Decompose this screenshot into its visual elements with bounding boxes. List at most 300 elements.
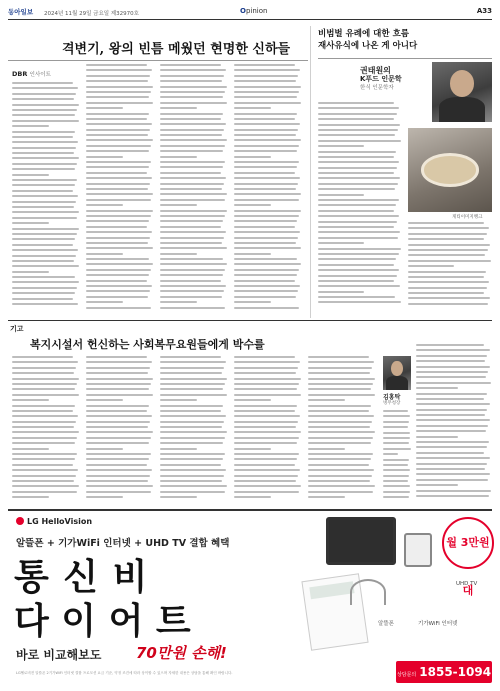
- text-line: [308, 356, 369, 358]
- text-line: [416, 387, 458, 389]
- text-line: [86, 399, 123, 401]
- text-line: [160, 415, 226, 417]
- text-line: [234, 469, 300, 471]
- text-line: [234, 285, 300, 287]
- text-line: [12, 394, 79, 396]
- text-line: [86, 188, 148, 190]
- text-line: [383, 475, 409, 477]
- text-line: [318, 231, 400, 233]
- text-line: [234, 172, 295, 174]
- text-line: [160, 410, 221, 412]
- text-line: [12, 114, 75, 116]
- text-line: [234, 75, 298, 77]
- text-line: [160, 188, 222, 190]
- photo-caption: 게티이미지뱅크: [452, 215, 483, 220]
- text-line: [318, 301, 401, 303]
- article-text-col-7: [383, 410, 411, 502]
- text-line: [160, 139, 227, 141]
- text-line: [234, 123, 300, 125]
- text-line: [160, 156, 197, 158]
- text-line: [12, 431, 79, 433]
- text-line: [234, 388, 297, 390]
- text-line: [234, 161, 299, 163]
- text-line: [12, 152, 74, 154]
- text-line: [234, 378, 301, 380]
- text-line: [234, 464, 295, 466]
- text-line: [86, 237, 150, 239]
- section-name: pinion: [245, 7, 268, 15]
- text-line: [12, 480, 74, 482]
- text-line: [308, 496, 345, 498]
- text-line: [12, 405, 75, 407]
- text-line: [160, 123, 226, 125]
- text-line: [86, 150, 149, 152]
- section-title: [240, 7, 267, 15]
- text-line: [12, 415, 78, 417]
- text-line: [160, 296, 222, 298]
- text-line: [86, 290, 150, 292]
- section-prefix: O: [240, 7, 246, 15]
- column-headline-line-1: 비범벌 유례에 대한 흐름: [318, 29, 409, 39]
- text-line: [408, 222, 484, 224]
- food-photo: [408, 128, 492, 212]
- text-line: [234, 177, 300, 179]
- text-line: [234, 96, 297, 98]
- text-line: [308, 464, 369, 466]
- text-line: [234, 113, 297, 115]
- text-line: [308, 426, 370, 428]
- text-line: [86, 96, 149, 98]
- text-line: [234, 372, 296, 374]
- label-internet: 기가WiFi 인터넷: [418, 621, 458, 627]
- text-line: [12, 442, 75, 444]
- text-line: [234, 453, 299, 455]
- text-line: [318, 113, 397, 115]
- ad-fine-print: LG헬로비전 알뜰폰 2기가WiFi 인터넷 결합 프로모션 요금 기준, 약정 조건에 따라 상이할 수 있으며 자세한 내용은 상담을 통해 확인 바랍니다.: [16, 671, 233, 675]
- text-line: [86, 113, 149, 115]
- text-line: [86, 285, 152, 287]
- text-line: [86, 491, 151, 493]
- text-line: [234, 193, 301, 195]
- text-line: [86, 199, 151, 201]
- text-line: [160, 464, 221, 466]
- text-line: [234, 437, 299, 439]
- text-line: [408, 227, 489, 229]
- text-line: [160, 263, 227, 265]
- text-line: [308, 415, 374, 417]
- text-line: [416, 414, 485, 416]
- text-line: [160, 91, 225, 93]
- text-line: [416, 441, 489, 443]
- text-line: [234, 361, 300, 363]
- text-line: [234, 496, 271, 498]
- text-line: [12, 141, 78, 143]
- text-line: [318, 296, 395, 298]
- text-line: [383, 415, 410, 417]
- text-line: [86, 469, 152, 471]
- text-line: [308, 469, 374, 471]
- text-line: [86, 431, 153, 433]
- text-line: [160, 307, 225, 309]
- text-line: [318, 167, 397, 169]
- text-line: [160, 199, 225, 201]
- text-line: [160, 102, 227, 104]
- text-line: [12, 228, 79, 230]
- text-line: [234, 102, 301, 104]
- text-line: [160, 290, 224, 292]
- text-line: [12, 356, 73, 358]
- text-line: [160, 383, 225, 385]
- text-line: [86, 388, 149, 390]
- text-line: [160, 301, 197, 303]
- text-line: [12, 367, 76, 369]
- text-line: [160, 437, 225, 439]
- text-line: [318, 199, 399, 201]
- text-line: [86, 183, 150, 185]
- text-line: [86, 361, 152, 363]
- author-headshot-small: [383, 356, 411, 390]
- text-line: [12, 485, 79, 487]
- text-line: [160, 258, 223, 260]
- text-line: [160, 134, 222, 136]
- text-line: [12, 265, 79, 267]
- text-line: [160, 183, 224, 185]
- text-line: [383, 459, 409, 461]
- text-line: [308, 372, 370, 374]
- text-line: [12, 131, 75, 133]
- text-line: [12, 383, 77, 385]
- text-line: [318, 118, 394, 120]
- text-line: [234, 145, 299, 147]
- text-line: [86, 258, 149, 260]
- text-line: [308, 458, 371, 460]
- text-line: [318, 183, 398, 185]
- text-line: [234, 431, 301, 433]
- text-line: [12, 276, 75, 278]
- text-line: [234, 269, 299, 271]
- text-line: [160, 426, 222, 428]
- text-line: [86, 372, 148, 374]
- text-line: [160, 361, 226, 363]
- text-line: [160, 118, 221, 120]
- text-line: [12, 93, 76, 95]
- text-line: [318, 134, 395, 136]
- text-line: [308, 448, 345, 450]
- text-line: [408, 260, 491, 262]
- text-line: [12, 190, 73, 192]
- text-line: [416, 463, 487, 465]
- text-line: [308, 383, 373, 385]
- router-icon: [404, 533, 432, 567]
- text-line: [12, 206, 74, 208]
- text-line: [86, 161, 151, 163]
- text-line: [86, 405, 149, 407]
- page-masthead: [8, 6, 492, 20]
- text-line: [318, 258, 396, 260]
- text-line: [12, 104, 79, 106]
- text-line: [308, 394, 375, 396]
- byline-role: 인사이트: [29, 72, 51, 78]
- text-line: [160, 80, 222, 82]
- text-line: [408, 292, 484, 294]
- text-line: [318, 172, 394, 174]
- text-line: [234, 210, 301, 212]
- text-line: [318, 161, 399, 163]
- text-line: [12, 244, 73, 246]
- text-line: [383, 485, 410, 487]
- text-line: [234, 258, 297, 260]
- text-line: [318, 156, 394, 158]
- text-line: [308, 491, 373, 493]
- label-tv: UHD TV: [456, 581, 478, 587]
- column-rule: [318, 58, 492, 59]
- text-line: [318, 107, 399, 109]
- text-line: [160, 469, 226, 471]
- text-line: [234, 166, 297, 168]
- text-line: [234, 129, 298, 131]
- text-line: [86, 129, 150, 131]
- text-line: [318, 237, 398, 239]
- text-line: [86, 215, 151, 217]
- text-line: [160, 280, 221, 282]
- text-line: [12, 271, 49, 273]
- text-line: [12, 217, 77, 219]
- column-text-col-1: [318, 102, 402, 312]
- text-line: [308, 421, 372, 423]
- text-line: [86, 394, 153, 396]
- text-line: [234, 134, 296, 136]
- text-line: [86, 410, 147, 412]
- text-line: [308, 453, 373, 455]
- text-line: [416, 419, 490, 421]
- text-line: [12, 157, 79, 159]
- text-line: [12, 109, 77, 111]
- text-line: [86, 242, 148, 244]
- text-line: [86, 280, 147, 282]
- ad-discount: 70만원 손해!: [136, 644, 227, 662]
- text-line: [12, 448, 49, 450]
- text-line: [234, 480, 296, 482]
- text-line: [12, 469, 78, 471]
- editorial-text-col-3: [160, 64, 228, 314]
- text-line: [12, 211, 79, 213]
- text-line: [408, 244, 490, 246]
- text-line: [86, 69, 152, 71]
- text-line: [234, 231, 300, 233]
- text-line: [234, 150, 297, 152]
- text-line: [318, 140, 401, 142]
- text-line: [86, 269, 151, 271]
- text-line: [234, 69, 300, 71]
- text-line: [86, 107, 123, 109]
- advertisement[interactable]: [8, 509, 492, 687]
- text-line: [86, 86, 153, 88]
- text-line: [86, 123, 152, 125]
- text-line: [86, 220, 149, 222]
- call-button[interactable]: [396, 661, 492, 683]
- text-line: [160, 405, 223, 407]
- text-line: [383, 410, 408, 412]
- ad-promo-line: 알뜰폰 + 기가WiFi 인터넷 + UHD TV 결합 혜택: [16, 538, 230, 549]
- text-line: [234, 415, 300, 417]
- text-line: [12, 233, 77, 235]
- text-line: [12, 147, 76, 149]
- text-line: [160, 96, 223, 98]
- text-line: [86, 307, 151, 309]
- newspaper-logo: 동아일보: [8, 8, 34, 16]
- text-line: [234, 448, 271, 450]
- text-line: [234, 274, 297, 276]
- text-line: [160, 86, 227, 88]
- text-line: [408, 297, 490, 299]
- text-line: [86, 496, 123, 498]
- article-kicker: 기고: [10, 325, 24, 333]
- phone-prefix: 상담문의: [396, 672, 417, 678]
- text-line: [160, 242, 222, 244]
- text-line: [318, 145, 364, 147]
- text-line: [160, 177, 226, 179]
- text-line: [234, 458, 297, 460]
- text-line: [234, 307, 299, 309]
- text-line: [318, 275, 397, 277]
- article-author-name: 김홍탁: [383, 394, 401, 401]
- text-line: [86, 80, 148, 82]
- text-line: [318, 221, 397, 223]
- text-line: [12, 458, 75, 460]
- text-line: [12, 399, 49, 401]
- tv-icon: [326, 517, 396, 565]
- text-line: [160, 442, 223, 444]
- text-line: [86, 193, 153, 195]
- text-line: [160, 220, 223, 222]
- text-line: [408, 281, 489, 283]
- text-line: [12, 292, 75, 294]
- text-line: [408, 276, 484, 278]
- text-line: [86, 156, 123, 158]
- text-line: [12, 255, 76, 257]
- text-line: [318, 242, 364, 244]
- text-line: [416, 457, 490, 459]
- headline-rule: [8, 60, 308, 61]
- column-headline: [318, 28, 417, 52]
- text-line: [234, 80, 296, 82]
- author-headshot: [432, 62, 492, 122]
- text-line: [86, 383, 151, 385]
- text-line: [12, 475, 76, 477]
- text-line: [416, 344, 484, 346]
- text-line: [160, 475, 224, 477]
- text-line: [308, 437, 373, 439]
- text-line: [408, 254, 485, 256]
- text-line: [160, 210, 227, 212]
- text-line: [12, 222, 49, 224]
- text-line: [86, 102, 153, 104]
- text-line: [318, 210, 394, 212]
- article-text-col-5: [308, 356, 376, 502]
- text-line: [318, 194, 364, 196]
- text-line: [86, 426, 148, 428]
- text-line: [234, 394, 301, 396]
- text-line: [86, 226, 147, 228]
- text-line: [86, 134, 148, 136]
- text-line: [234, 421, 298, 423]
- text-line: [160, 453, 225, 455]
- text-line: [318, 215, 399, 217]
- text-line: [308, 405, 371, 407]
- text-line: [408, 271, 486, 273]
- text-line: [160, 485, 227, 487]
- text-line: [160, 491, 225, 493]
- text-line: [12, 281, 79, 283]
- text-line: [234, 485, 301, 487]
- text-line: [86, 301, 123, 303]
- text-line: [160, 274, 223, 276]
- wifi-icon: [350, 579, 386, 605]
- text-line: [86, 75, 150, 77]
- text-line: [416, 398, 484, 400]
- column-headline-line-2: 재사유식에 나온 게 아니다: [318, 41, 418, 51]
- text-line: [383, 442, 409, 444]
- text-line: [86, 415, 152, 417]
- text-line: [12, 82, 73, 84]
- text-line: [234, 183, 298, 185]
- text-line: [308, 378, 375, 380]
- column-divider: [310, 26, 311, 318]
- text-line: [234, 426, 296, 428]
- text-line: [12, 303, 78, 305]
- text-line: [12, 87, 78, 89]
- text-line: [416, 393, 487, 395]
- text-line: [318, 264, 394, 266]
- text-line: [416, 490, 491, 492]
- text-line: [12, 410, 73, 412]
- text-line: [12, 491, 77, 493]
- text-line: [234, 296, 296, 298]
- text-line: [318, 102, 394, 104]
- text-line: [160, 75, 224, 77]
- text-line: [86, 367, 150, 369]
- text-line: [86, 464, 147, 466]
- text-line: [86, 437, 151, 439]
- text-line: [160, 172, 221, 174]
- text-line: [234, 91, 299, 93]
- text-line: [160, 378, 227, 380]
- column-text-col-2: [408, 222, 492, 312]
- text-line: [160, 204, 197, 206]
- text-line: [416, 425, 488, 427]
- byline-name: DBR: [12, 70, 28, 78]
- article-headline: 복지시설서 헌신하는 사회복무요원들에게 박수를: [30, 338, 265, 351]
- text-line: [160, 372, 222, 374]
- article-text-col-1: [12, 356, 80, 502]
- text-line: [234, 475, 298, 477]
- text-line: [86, 263, 153, 265]
- text-line: [318, 226, 394, 228]
- text-line: [383, 448, 411, 450]
- text-line: [383, 464, 408, 466]
- text-line: [318, 269, 399, 271]
- text-line: [234, 410, 295, 412]
- text-line: [86, 274, 149, 276]
- text-line: [12, 174, 49, 176]
- phone-number: 1855-1094: [419, 665, 492, 679]
- text-line: [160, 129, 224, 131]
- text-line: [234, 280, 295, 282]
- text-line: [160, 356, 221, 358]
- text-line: [86, 204, 123, 206]
- text-line: [383, 432, 410, 434]
- text-line: [234, 247, 301, 249]
